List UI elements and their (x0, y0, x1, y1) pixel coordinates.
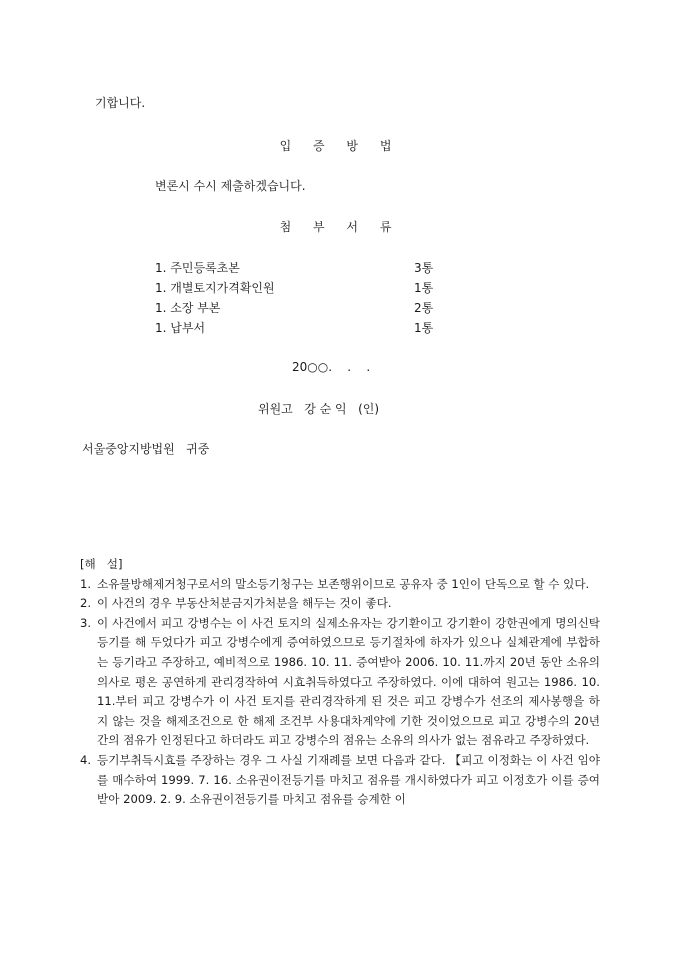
note-number: 3. (80, 615, 92, 630)
attachment-label: 1. 개별토지가격확인원 (155, 281, 275, 295)
note-text: 이 사건에서 피고 강병수는 이 사건 토지의 실제소유자는 강기환이고 강기환이 강한권에게 명의신탁등기를 해 두었다가 피고 강병수에게 증여하였으므로 등기절차에 하자가 있으나 실체관계에 부합하는 등기라고 주장하고, 예비적으로 1986. 10. 11. 증여받아 2006. 10. 11.까지 20년 동안 소유의 의사로 평온 공연하게 관리경작하여 시효취득하였다고 주장하였다. 이에 대하여 원고는 1986. 10. 11.부터 피고 강병수가 이 사건 토지를 관리경작하게 된 것은 피고 강병수가 선조의 제사봉행을 하지 않는 것을 해제조건으로 한 해제 조건부 사용대차계약에 기한 것이었으므로 피고 강병수의 20년간의 점유가 인정된다고 하더라도 피고 강병수의 점유는 소유의 의사가 없는 점유라고 주장하였다. (97, 615, 600, 748)
attachments-heading: 첨 부 서 류 (279, 220, 401, 234)
note-text: 등기부취득시효를 주장하는 경우 그 사실 기재례를 보면 다음과 같다. 【피고 이정화는 이 사건 임야를 매수하여 1999. 7. 16. 소유권이전등기를 마치고 점유를 개시하였다가 피고 이정호가 이를 증여받아 2009. 2. 9. 소유권이전등기를 마치고 점유를 승계한 이 (97, 752, 600, 807)
commentary-section (80, 555, 600, 810)
note-number: 1. (80, 576, 92, 591)
attachment-qty: 2통 (414, 301, 434, 315)
commentary-note (80, 594, 600, 614)
plaintiff-signature: 위원고 강 순 익 (인) (258, 402, 380, 416)
attachment-qty: 1통 (414, 321, 434, 335)
commentary-note (80, 575, 600, 595)
commentary-title: [해 설] (80, 557, 123, 571)
evidence-heading: 입 증 방 법 (279, 139, 401, 153)
evidence-text: 변론시 수시 제출하겠습니다. (155, 179, 306, 193)
court-addressee: 서울중앙지방법원 귀중 (82, 442, 210, 456)
note-number: 4. (80, 752, 92, 767)
attachment-qty: 1통 (414, 281, 434, 295)
commentary-note (80, 751, 600, 810)
document-date: 20○○. . . (292, 360, 371, 374)
attachment-qty: 3통 (414, 261, 434, 275)
note-number: 2. (80, 596, 92, 611)
attachment-label: 1. 납부서 (155, 321, 206, 335)
attachment-label: 1. 주민등록초본 (155, 261, 240, 275)
commentary-note (80, 614, 600, 751)
note-text: 이 사건의 경우 부동산처분금지가처분을 해두는 것이 좋다. (97, 596, 392, 611)
attachment-label: 1. 소장 부본 (155, 301, 221, 315)
continuation-text: 기합니다. (95, 96, 146, 110)
note-text: 소유물방해제거청구로서의 말소등기청구는 보존행위이므로 공유자 중 1인이 단독으로 할 수 있다. (97, 576, 590, 591)
